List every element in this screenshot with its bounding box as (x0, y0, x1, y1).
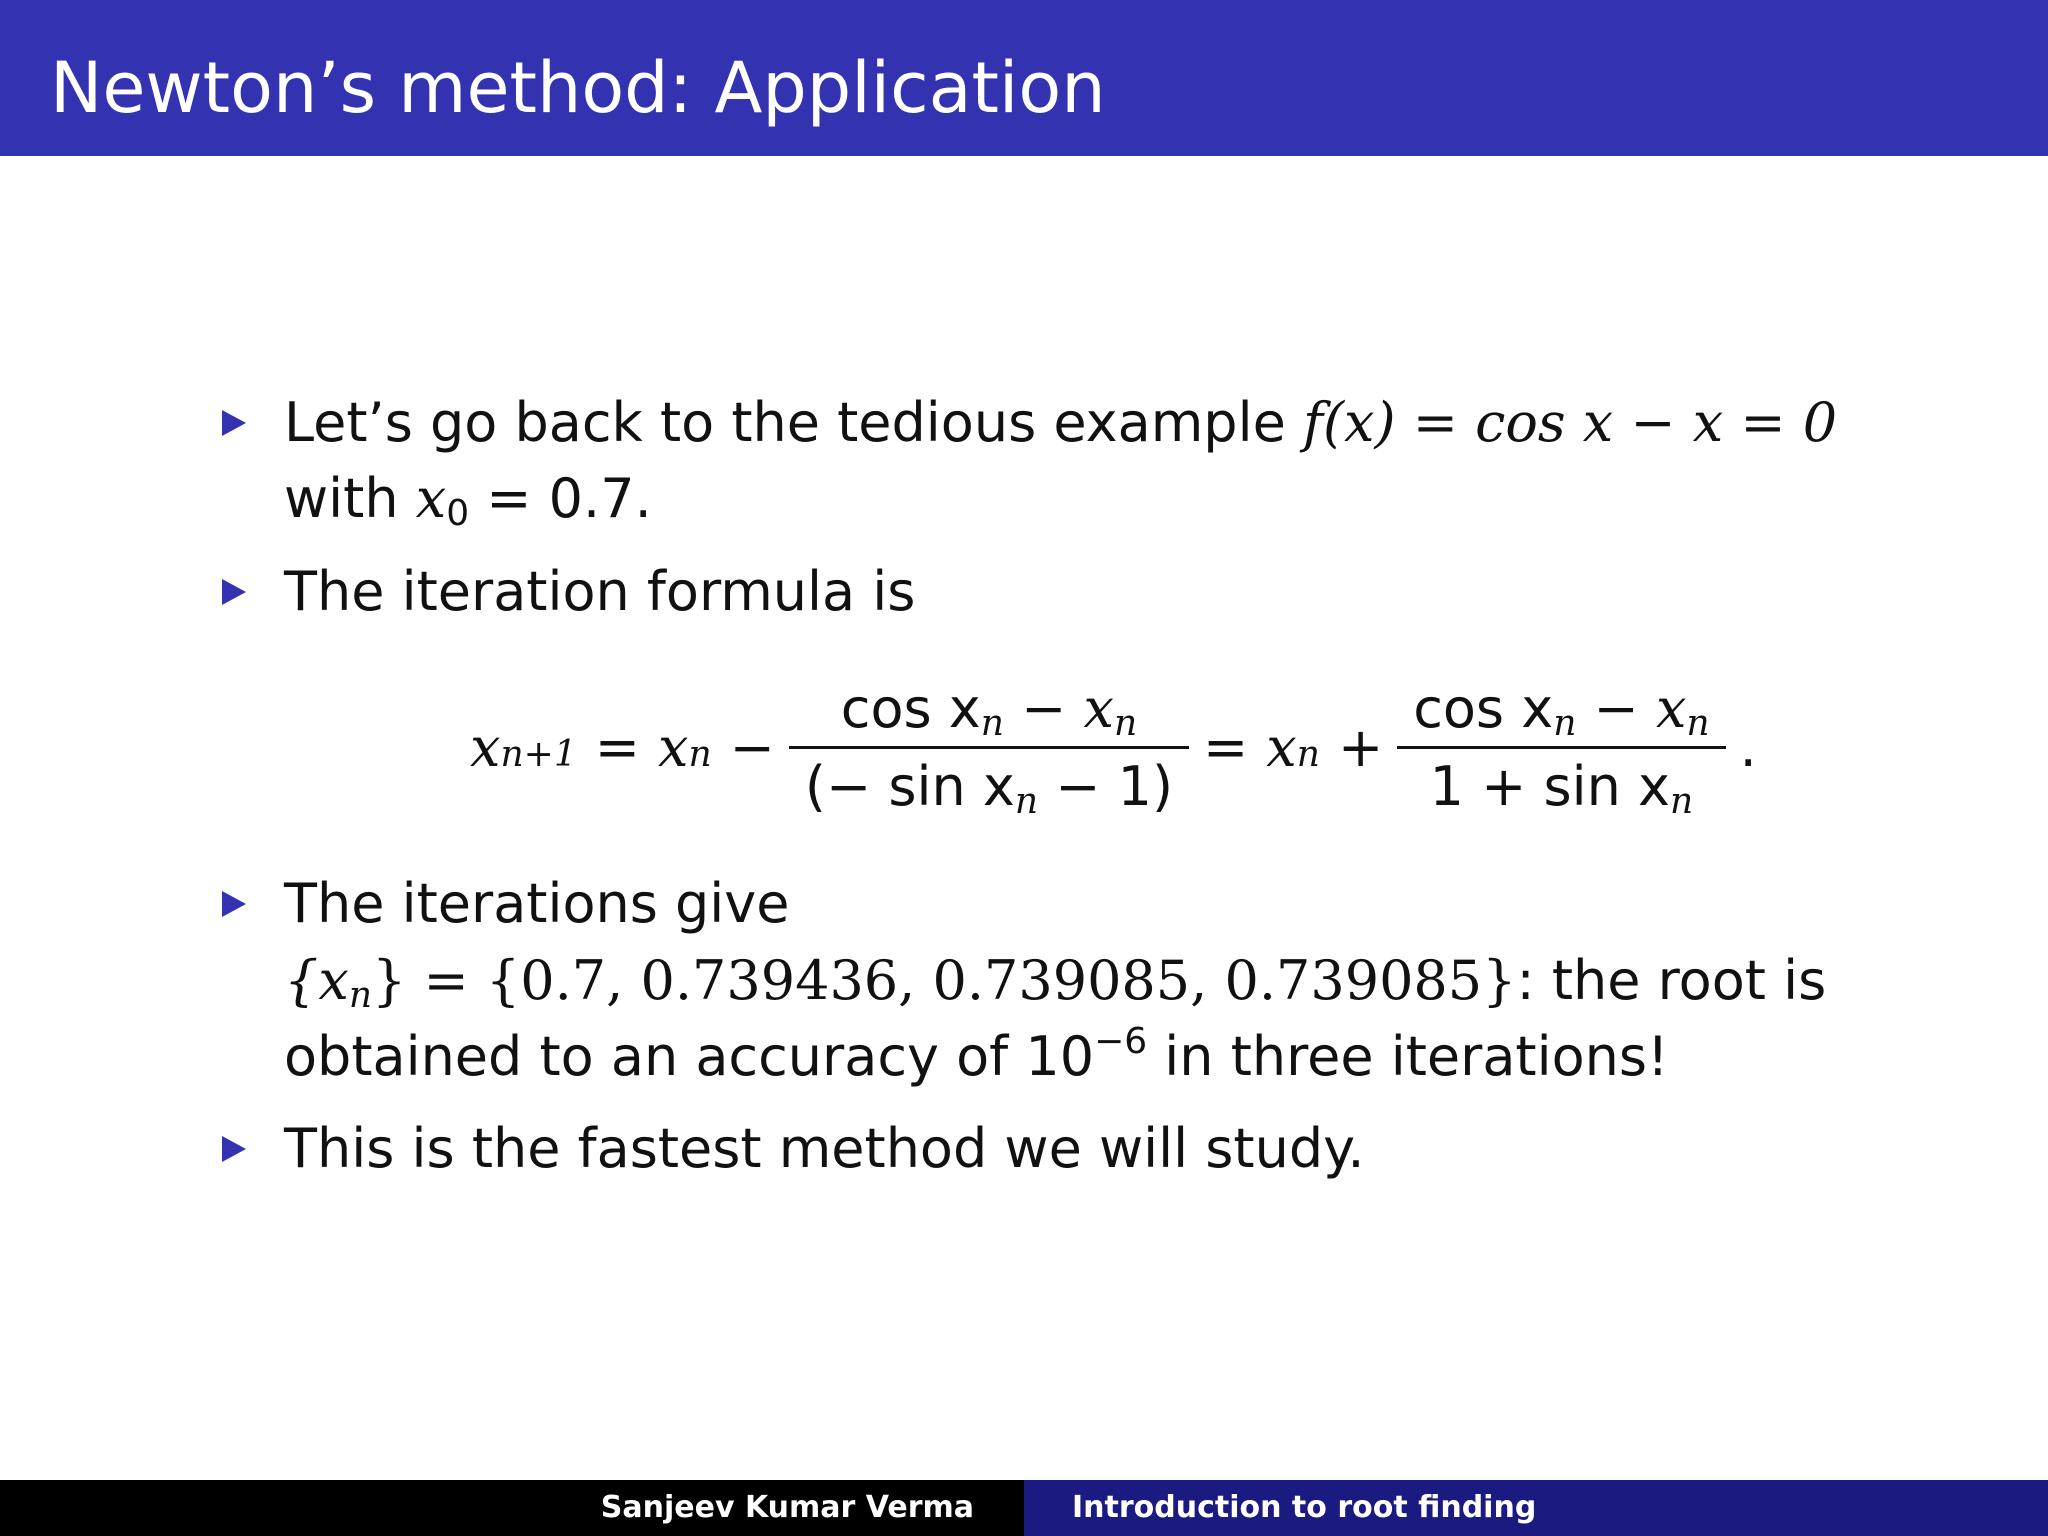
frac1-den-a: (− sin x (804, 754, 1015, 818)
initial-guess-value: = 0.7. (469, 467, 652, 530)
bullet-triangle-icon (222, 891, 246, 917)
fraction-2-denominator (1414, 749, 1710, 822)
fraction-1-numerator (825, 677, 1153, 746)
sequence-sub: n (348, 975, 372, 1016)
bullet-1-equation: f(x) = cos x − x = 0 (1302, 391, 1838, 454)
frac1-num-rest: − x (1003, 676, 1114, 740)
frac2-num-rest: − x (1576, 676, 1687, 740)
accuracy-exponent: −6 (1094, 1021, 1148, 1062)
footer-author-panel (0, 1480, 1024, 1536)
bullet-2-text: The iteration formula is (284, 560, 916, 623)
bullet-3-text-3b: in three iterations! (1147, 1025, 1669, 1088)
formula-lhs-var: x (470, 715, 501, 779)
bullet-3-line-2 (284, 946, 1826, 1016)
bullet-3-text-3a: obtained to an accuracy of 10 (284, 1025, 1095, 1088)
frac2-den-sub: n (1670, 780, 1694, 822)
bullet-triangle-icon (222, 410, 246, 436)
bullet-1-text: Let’s go back to the tedious example (284, 391, 1303, 454)
frac1-num-rest-sub: n (1113, 702, 1138, 744)
formula-plus: + (1337, 715, 1384, 779)
footer-title: Introduction to root finding (1072, 1490, 1537, 1525)
footer (0, 1480, 2048, 1536)
formula-fraction-2 (1397, 676, 1725, 822)
bullet-4-text: This is the fastest method we will study. (284, 1117, 1365, 1180)
formula-period: . (1739, 715, 1757, 779)
slide-title: Newton’s method: Application (50, 47, 1106, 129)
footer-title-panel (1024, 1480, 2048, 1536)
formula-minus: − (729, 715, 775, 779)
formula-xn-var-2: x (1266, 715, 1297, 779)
initial-guess-sub: 0 (446, 493, 470, 534)
fraction-2-numerator (1397, 677, 1725, 746)
footer-author: Sanjeev Kumar Verma (600, 1490, 974, 1525)
formula-equals-1: = (594, 715, 640, 779)
bullet-3-text-2: : the root is (1516, 949, 1827, 1012)
bullet-3-line-3 (284, 1022, 1669, 1092)
frac1-den-b: − 1) (1038, 754, 1174, 818)
sequence-open: {x (284, 949, 349, 1012)
bullet-1-line-2 (284, 464, 652, 534)
fraction-1-denominator (789, 749, 1189, 822)
frac1-num-sub: n (980, 702, 1004, 744)
bullet-1-line-1 (284, 388, 1837, 458)
formula-xn-var: x (657, 715, 689, 779)
frac1-den-sub: n (1014, 780, 1039, 822)
initial-guess-var: x (415, 467, 447, 530)
formula-equals-2: = (1203, 715, 1249, 779)
bullet-1-text-2: with (284, 467, 416, 530)
frac2-den-a: 1 + sin x (1429, 754, 1671, 818)
iteration-formula: x $_{n+1}$ = x $_n$ − $\frac{\cos x_n - x_n}{(- \sin x_n - 1)}$ = x $_n$ + $\frac{\cos x_n - x_n}{1 + \sin x_n}$ . (470, 676, 1757, 822)
bullet-3-line-1: The iterations give (284, 872, 790, 935)
bullet-triangle-icon (222, 579, 246, 605)
iteration-values: } = {0.7, 0.739436, 0.739085, 0.739085} (372, 949, 1517, 1012)
frac2-num-sub: n (1553, 702, 1577, 744)
frac2-num-text: cos x (1413, 676, 1554, 740)
frac1-num-text: cos x (840, 676, 981, 740)
frac2-num-rest-sub: n (1686, 702, 1710, 744)
bullet-triangle-icon (222, 1136, 246, 1162)
formula-fraction-1 (789, 676, 1189, 822)
